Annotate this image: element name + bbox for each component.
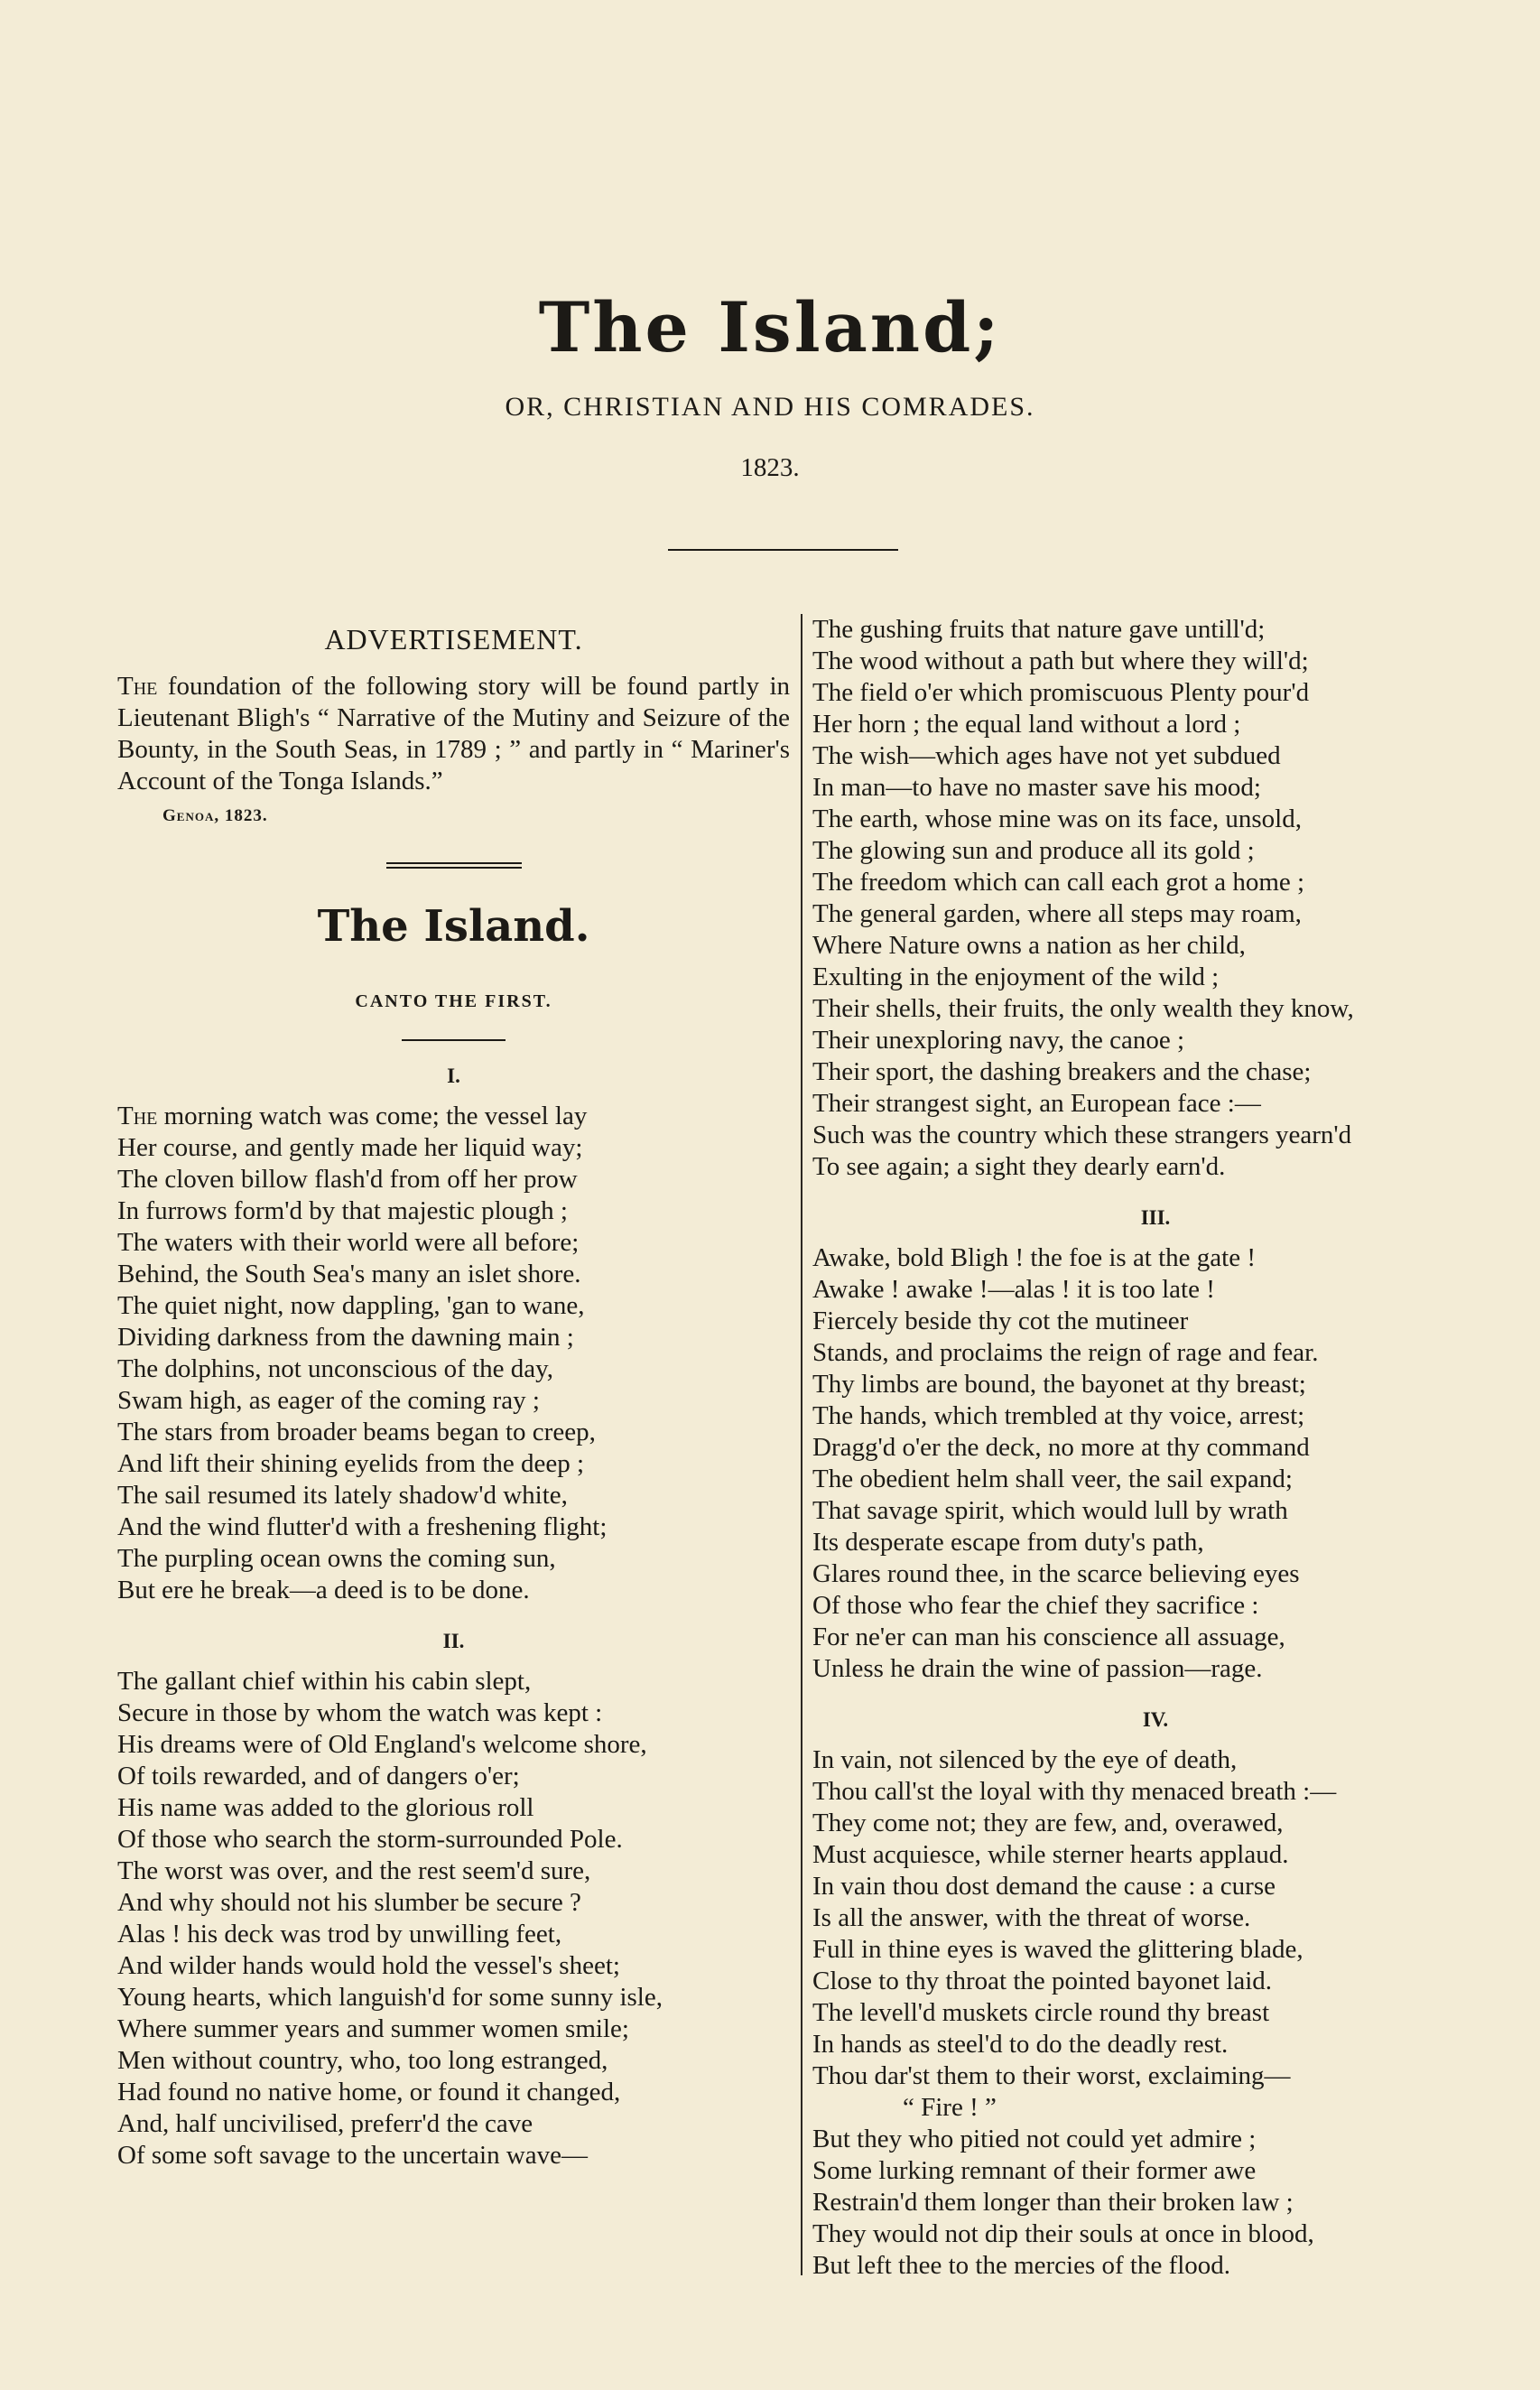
stanza-numeral: IV. <box>1142 1708 1169 1731</box>
verse-line: In vain thou dost demand the cause : a curse <box>812 1872 1276 1901</box>
verse-line: Must acquiesce, while sterner hearts applaud. <box>812 1840 1289 1869</box>
verse-line: Young hearts, which languish'd for some sunny isle, <box>117 1983 663 2012</box>
stanza-2 <box>117 1666 790 2171</box>
verse-line: They would not dip their souls at once in blood, <box>812 2219 1314 2248</box>
verse-line: Awake, bold Bligh ! the foe is at the gate ! <box>812 1243 1257 1272</box>
verse-line: The sail resumed its lately shadow'd white, <box>117 1481 568 1510</box>
advertisement-heading: ADVERTISEMENT. <box>324 623 583 656</box>
verse-line <box>117 1101 790 1132</box>
section-double-rule <box>386 862 522 869</box>
verse-line: Her horn ; the equal land without a lord ; <box>812 710 1241 739</box>
verse-line: Men without country, who, too long estranged, <box>117 2046 608 2075</box>
verse-line: Had found no native home, or found it changed, <box>117 2078 621 2106</box>
verse-line: Some lurking remnant of their former awe <box>812 2156 1257 2185</box>
verse-line: Of some soft savage to the uncertain wave— <box>117 2141 589 2170</box>
verse-line: Dividing darkness from the dawning main ; <box>117 1323 574 1352</box>
verse-line: In vain, not silenced by the eye of death, <box>812 1745 1238 1774</box>
advertisement-text: foundation of the following story will be found partly in Lieutenant Bligh's “ Narrative of the Mutiny and Seizure of the Bounty, in the South Seas, in 1789 ; ” and partly in “ Mariner's Account of the Tonga Islands.” <box>117 672 791 795</box>
verse-line: The wish—which ages have not yet subdued <box>812 741 1281 770</box>
title-rule <box>668 549 898 551</box>
verse-line: Their shells, their fruits, the only wealth they know, <box>812 994 1354 1023</box>
poem-title: The Island. <box>317 901 590 952</box>
verse-line-fire: “ Fire ! ” <box>903 2093 997 2122</box>
verse-line: They come not; they are few, and, overawed, <box>812 1809 1284 1837</box>
verse-line: And wilder hands would hold the vessel's sheet; <box>117 1951 620 1980</box>
verse-line: Their sport, the dashing breakers and the chase; <box>812 1057 1312 1086</box>
stanza-numeral: II. <box>442 1630 465 1652</box>
verse-line: Awake ! awake !—alas ! it is too late ! <box>812 1275 1215 1304</box>
verse-line: But they who pitied not could yet admire ; <box>812 2125 1257 2153</box>
verse-line: The hands, which trembled at thy voice, arrest; <box>812 1401 1305 1430</box>
verse-line: Restrain'd them longer than their broken law ; <box>812 2188 1294 2217</box>
verse-line: His dreams were of Old England's welcome shore, <box>117 1730 647 1759</box>
verse-line: Its desperate escape from duty's path, <box>812 1528 1204 1557</box>
page-subtitle: OR, CHRISTIAN AND HIS COMRADES. <box>505 392 1035 422</box>
verse-line: The gallant chief within his cabin slept, <box>117 1667 532 1696</box>
advertisement-signoff: Genoa, 1823. <box>162 806 268 825</box>
verse-line: The levell'd muskets circle round thy breast <box>812 1998 1270 2027</box>
verse-line: Close to thy throat the pointed bayonet laid. <box>812 1967 1273 1995</box>
verse-line: In man—to have no master save his mood; <box>812 773 1261 802</box>
verse-line: The earth, whose mine was on its face, unsold, <box>812 804 1302 833</box>
stanza-4 <box>812 1744 1498 2282</box>
verse-line: And lift their shining eyelids from the deep ; <box>117 1449 585 1478</box>
verse-line: The glowing sun and produce all its gold ; <box>812 836 1255 865</box>
verse-line: The purpling ocean owns the coming sun, <box>117 1544 556 1573</box>
verse-line: The cloven billow flash'd from off her prow <box>117 1165 578 1194</box>
verse-line: Thy limbs are bound, the bayonet at thy breast; <box>812 1370 1306 1399</box>
stanza-numeral: III. <box>1140 1206 1171 1229</box>
page-title: The Island; <box>538 287 1002 367</box>
stanza-first-word: The <box>117 1102 158 1130</box>
advertisement-first-word: The <box>117 672 158 701</box>
verse-line: And, half uncivilised, preferr'd the cave <box>117 2109 533 2138</box>
verse-line: In hands as steel'd to do the deadly rest. <box>812 2030 1229 2059</box>
verse-line: And why should not his slumber be secure ? <box>117 1888 581 1917</box>
verse-line: And the wind flutter'd with a freshening flight; <box>117 1512 608 1541</box>
verse-line: In furrows form'd by that majestic plough ; <box>117 1196 568 1225</box>
verse-line: Unless he drain the wine of passion—rage. <box>812 1654 1263 1683</box>
verse-line: The stars from broader beams began to creep, <box>117 1418 596 1446</box>
right-column <box>812 614 1498 2282</box>
verse-line: Her course, and gently made her liquid way; <box>117 1133 583 1162</box>
verse-line: The gushing fruits that nature gave untill'd; <box>812 615 1266 644</box>
advertisement-body <box>117 671 790 797</box>
canto-rule <box>402 1039 506 1041</box>
verse-line: Behind, the South Sea's many an islet shore. <box>117 1260 581 1288</box>
verse-line: The freedom which can call each grot a home ; <box>812 868 1305 897</box>
verse-line: The obedient helm shall veer, the sail expand; <box>812 1465 1293 1493</box>
verse-line: But ere he break—a deed is to be done. <box>117 1576 530 1604</box>
verse-line: Their unexploring navy, the canoe ; <box>812 1026 1185 1055</box>
publication-year: 1823. <box>740 453 800 482</box>
verse-line: The worst was over, and the rest seem'd sure, <box>117 1856 591 1885</box>
verse-line: Of those who fear the chief they sacrifice : <box>812 1591 1259 1620</box>
canto-heading: CANTO THE FIRST. <box>355 991 552 1011</box>
verse-line: The waters with their world were all before; <box>117 1228 580 1257</box>
verse-line: The quiet night, now dappling, 'gan to wane, <box>117 1291 585 1320</box>
verse-line: Dragg'd o'er the deck, no more at thy command <box>812 1433 1310 1462</box>
verse-line: The dolphins, not unconscious of the day, <box>117 1354 553 1383</box>
verse-line: The field o'er which promiscuous Plenty pour'd <box>812 678 1310 707</box>
verse-line: Glares round thee, in the scarce believing eyes <box>812 1559 1300 1588</box>
verse-line: To see again; a sight they dearly earn'd. <box>812 1152 1226 1181</box>
verse-line: Such was the country which these strangers yearn'd <box>812 1121 1352 1149</box>
stanza-1 <box>117 1101 790 1606</box>
left-column <box>117 614 790 2171</box>
verse-line: But left thee to the mercies of the flood. <box>812 2251 1231 2280</box>
stanza-numeral: I. <box>447 1065 460 1087</box>
verse-line: Fiercely beside thy cot the mutineer <box>812 1307 1189 1335</box>
verse-line: Secure in those by whom the watch was kept : <box>117 1698 603 1727</box>
verse-line: Swam high, as eager of the coming ray ; <box>117 1386 540 1415</box>
verse-line: For ne'er can man his conscience all assuage, <box>812 1623 1285 1651</box>
verse-text: morning watch was come; the vessel lay <box>157 1102 588 1130</box>
column-divider <box>801 614 802 2275</box>
verse-line: That savage spirit, which would lull by wrath <box>812 1496 1288 1525</box>
stanza-3 <box>812 1242 1498 1685</box>
verse-line: Their strangest sight, an European face :— <box>812 1089 1261 1118</box>
verse-line: The general garden, where all steps may roam, <box>812 899 1302 928</box>
verse-line: Alas ! his deck was trod by unwilling feet, <box>117 1920 562 1948</box>
verse-line: Of toils rewarded, and of dangers o'er; <box>117 1762 520 1790</box>
verse-line: Where summer years and summer women smile; <box>117 2014 629 2043</box>
verse-line: Of those who search the storm-surrounded Pole. <box>117 1825 623 1854</box>
verse-line: His name was added to the glorious roll <box>117 1793 534 1822</box>
verse-line: Stands, and proclaims the reign of rage and fear. <box>812 1338 1319 1367</box>
verse-line: Thou call'st the loyal with thy menaced breath :— <box>812 1777 1337 1806</box>
stanza-2-continued <box>812 614 1498 1183</box>
verse-line: Exulting in the enjoyment of the wild ; <box>812 963 1220 991</box>
verse-line: Where Nature owns a nation as her child, <box>812 931 1246 960</box>
verse-line: Full in thine eyes is waved the glittering blade, <box>812 1935 1303 1964</box>
verse-line: Thou dar'st them to their worst, exclaiming— <box>812 2061 1291 2090</box>
verse-line: The wood without a path but where they will'd; <box>812 646 1309 675</box>
verse-line: Is all the answer, with the threat of worse. <box>812 1903 1251 1932</box>
